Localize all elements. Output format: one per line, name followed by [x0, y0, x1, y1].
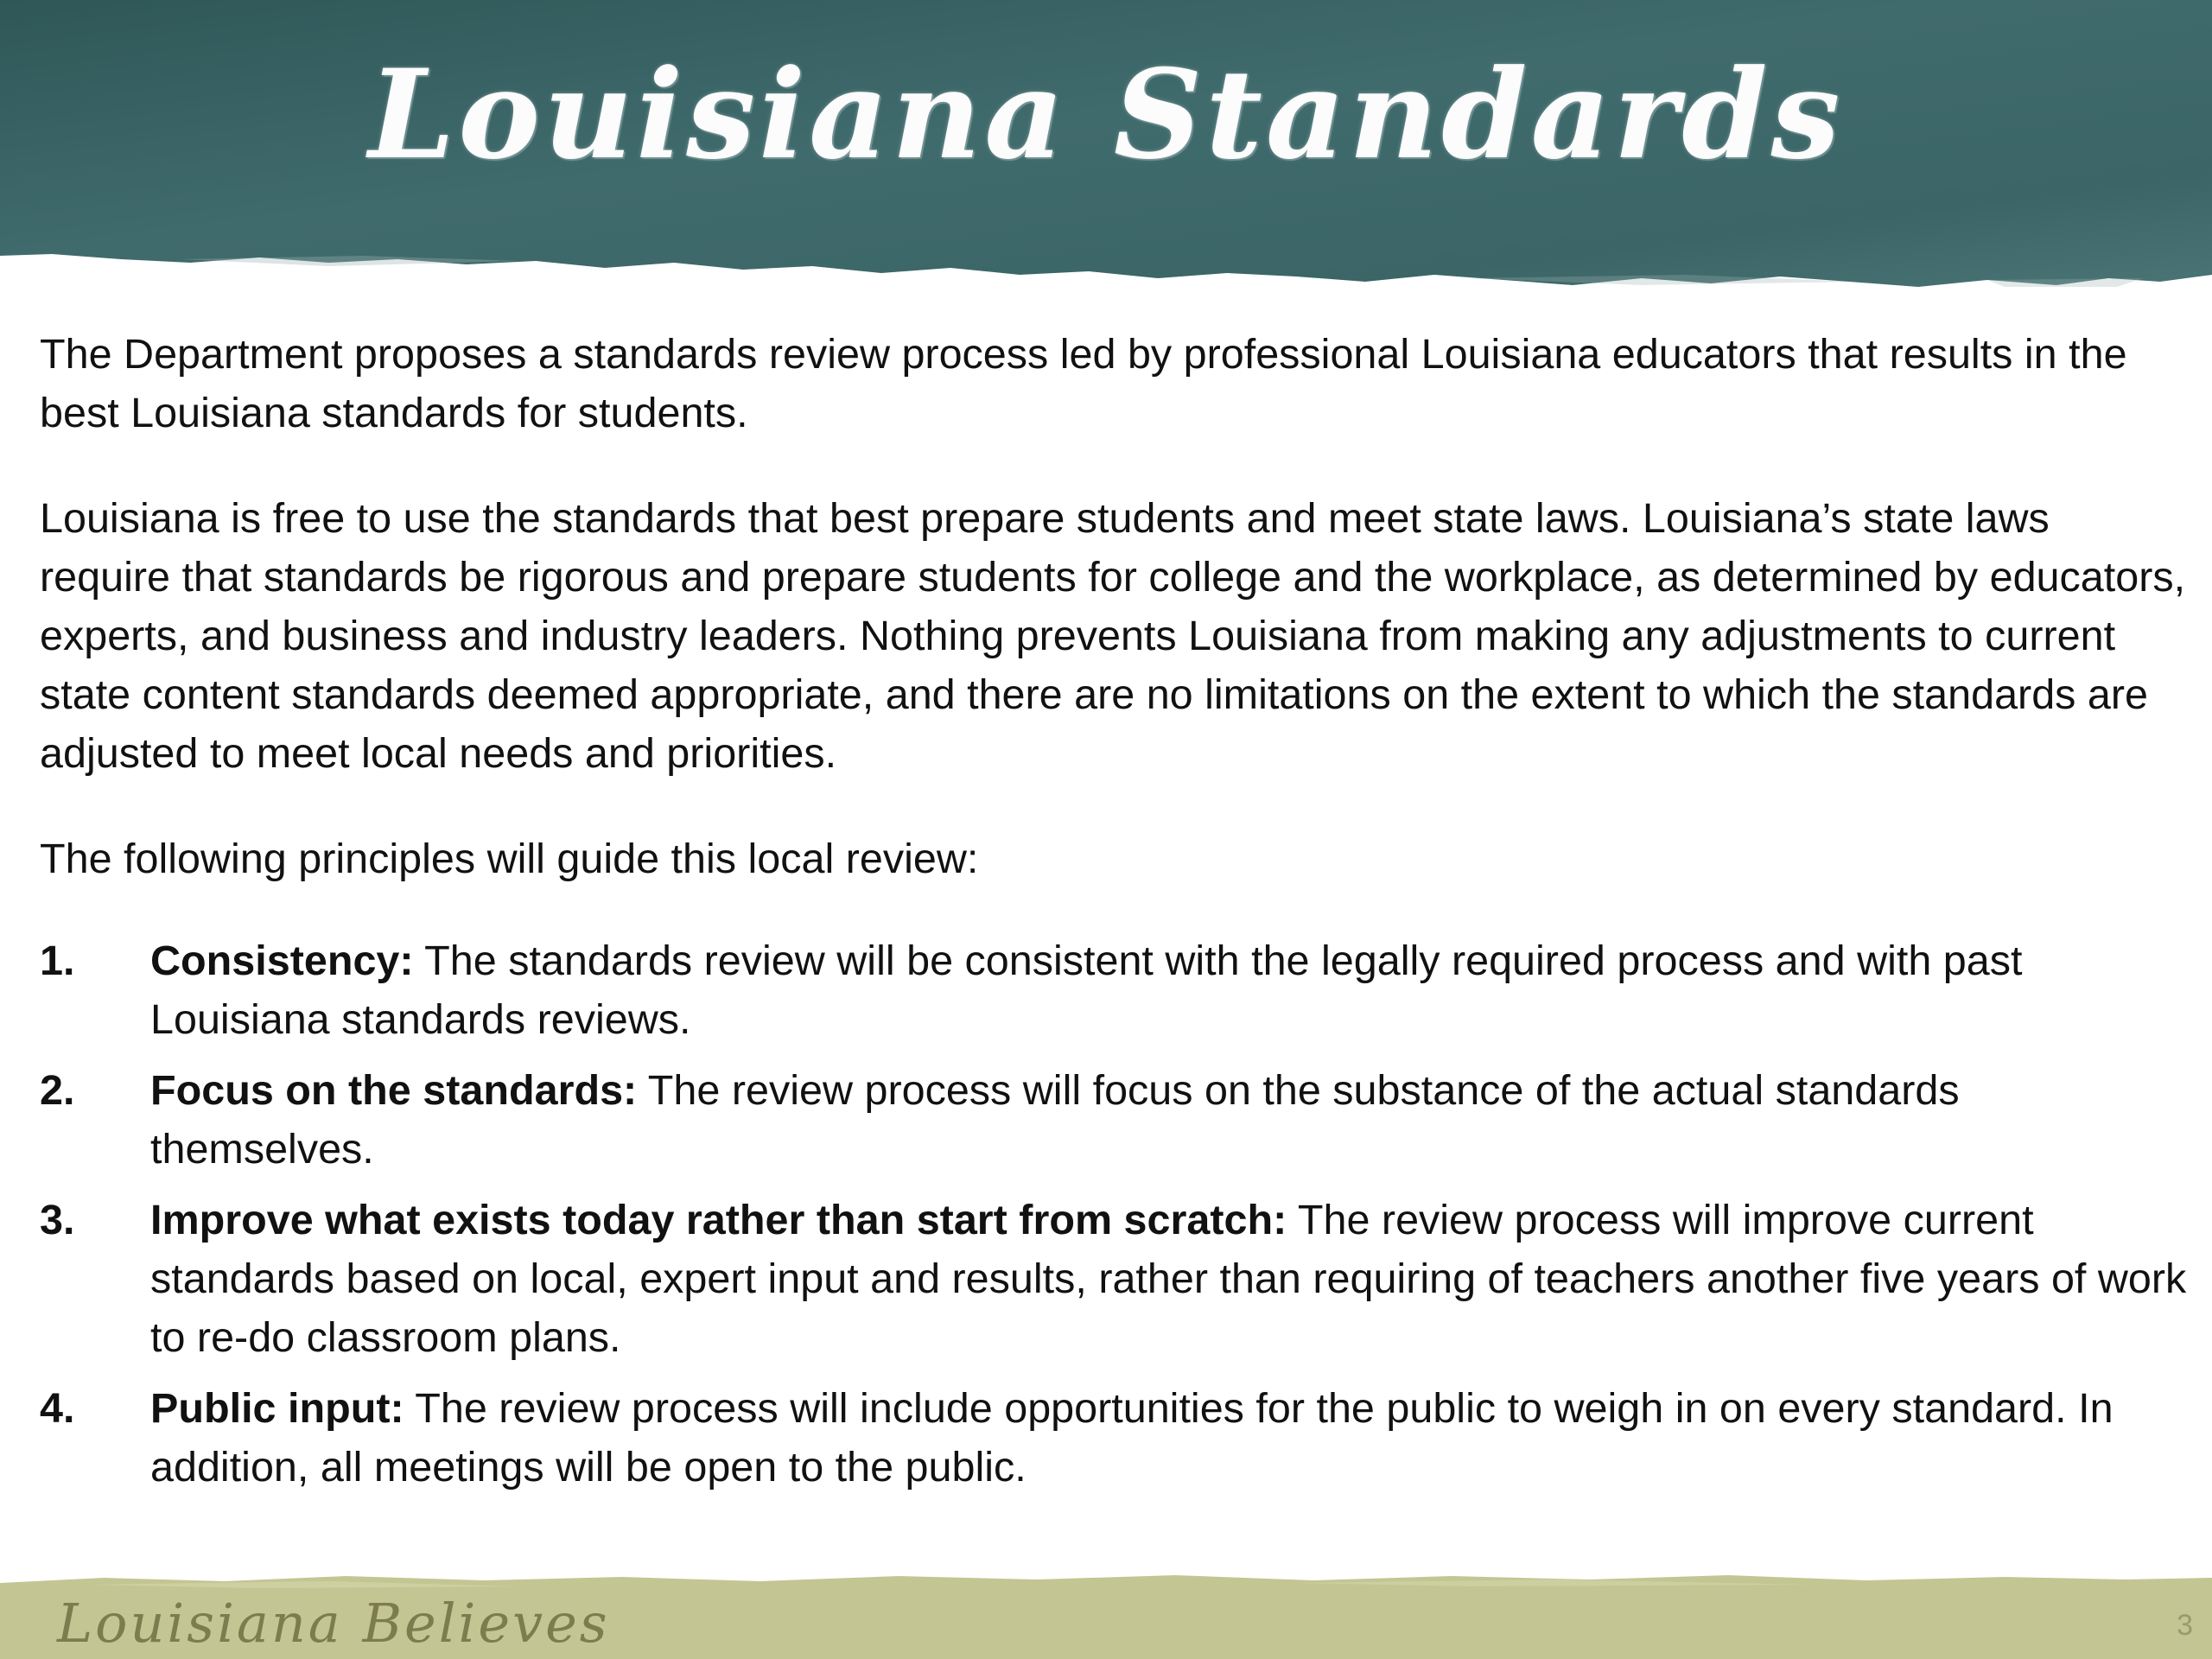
principles-list: [40, 931, 2191, 1497]
footer-brand: Louisiana Believes: [57, 1592, 610, 1655]
page-title: Louisiana Standards: [368, 43, 1844, 187]
list-item-number: 3.: [40, 1197, 75, 1243]
list-item-text: The standards review will be consistent with the legally required process and with past Louisiana standards reviews.: [150, 938, 2023, 1043]
list-item-number: 2.: [40, 1067, 75, 1114]
principles-intro: The following principles will guide this local review:: [40, 836, 979, 882]
list-item-text: The review process will improve current standards based on local, expert input and results, rather than requiring of teachers another five years of work to re-do classroom plans.: [150, 1197, 2187, 1361]
list-item: [40, 1379, 2191, 1497]
slide-content: [40, 325, 2191, 1509]
list-item-term: Improve what exists today rather than start from scratch:: [150, 1197, 1287, 1243]
list-item-number: 4.: [40, 1385, 75, 1432]
list-item-term: Focus on the standards:: [150, 1067, 638, 1114]
list-item-text: The review process will include opportunities for the public to weigh in on every standard. In addition, all meetings will be open to the public.: [150, 1385, 2113, 1491]
intro-paragraph: The Department proposes a standards review process led by professional Louisiana educators that results in the best Louisiana standards for students.: [40, 331, 2127, 436]
list-item-term: Public input:: [150, 1385, 404, 1432]
list-item-text: The review process will focus on the substance of the actual standards themselves.: [150, 1067, 1960, 1173]
list-item: [40, 1191, 2191, 1367]
list-item: [40, 1061, 2191, 1179]
list-item-term: Consistency:: [150, 938, 414, 984]
laws-paragraph: Louisiana is free to use the standards that best prepare students and meet state laws. Louisiana’s state laws require that standards be rigorous and prepare students for college and the workplace, as determined by educators, experts, and business and industry leaders. Nothing prevents Louisiana from making any adjustments to current state content standards deemed appropriate, and there are no limitations on the extent to which the standards are adjusted to meet local needs and priorities.: [40, 495, 2186, 777]
page-number: 3: [2177, 1609, 2193, 1642]
list-item-number: 1.: [40, 938, 75, 984]
list-item: [40, 931, 2191, 1049]
